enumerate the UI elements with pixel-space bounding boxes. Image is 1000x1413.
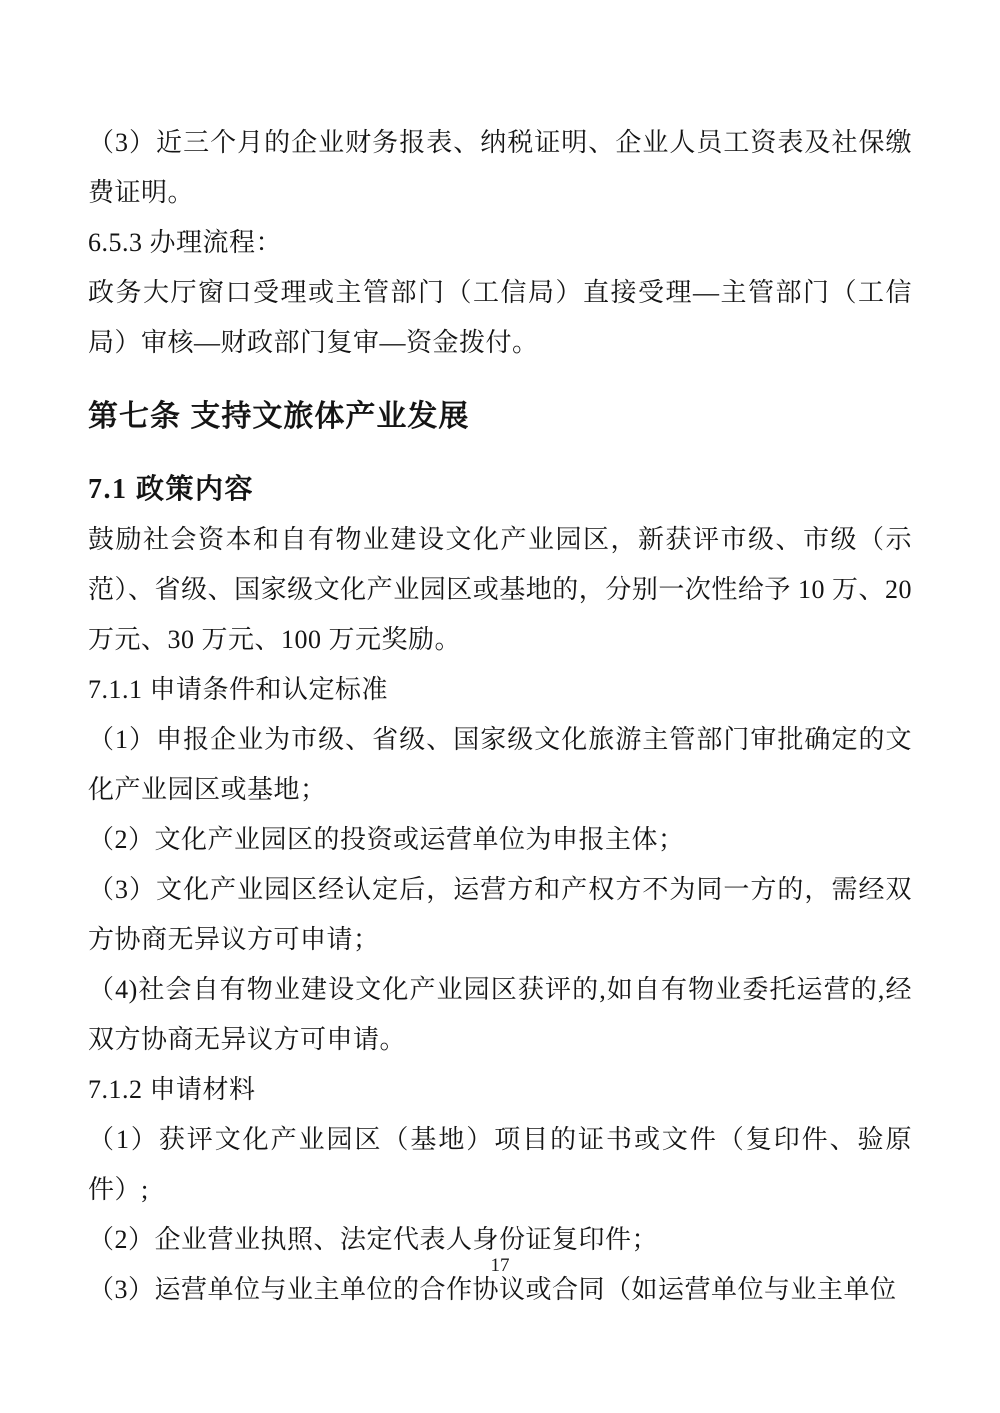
paragraph-financial-docs: （3）近三个月的企业财务报表、纳税证明、企业人员工资表及社保缴费证明。 [88,128,912,207]
paragraph-653-process-label: 6.5.3 办理流程： [88,228,283,257]
paragraph-policy-content: 鼓励社会资本和自有物业建设文化产业园区，新获评市级、市级（示范）、省级、国家级文化产业园区或基地的，分别一次性给予 10 万、20 万元、30 万元、100 万元奖励。 [88,525,912,654]
section-heading-7-1: 7.1 政策内容 [88,474,255,505]
paragraph-711-item-4: （4)社会自有物业建设文化产业园区获评的,如自有物业委托运营的,经双方协商无异议方可申请。 [88,975,912,1054]
paragraph-711-item-3: （3）文化产业园区经认定后，运营方和产权方不为同一方的，需经双方协商无异议方可申请； [88,875,912,954]
paragraph-653-process-flow: 政务大厅窗口受理或主管部门（工信局）直接受理—主管部门（工信局）审核—财政部门复审—资金拨付。 [88,278,912,357]
paragraph-712-item-2: （2）企业营业执照、法定代表人身份证复印件； [88,1225,659,1254]
paragraph-712-materials-label: 7.1.2 申请材料 [88,1075,256,1104]
page-content [88,118,912,1315]
page-number: 17 [490,1255,510,1276]
paragraph-711-item-2: （2）文化产业园区的投资或运营单位为申报主体； [88,825,685,854]
paragraph-711-item-1: （1）申报企业为市级、省级、国家级文化旅游主管部门审批确定的文化产业园区或基地； [88,725,912,804]
chapter-heading-article-7: 第七条 支持文旅体产业发展 [88,400,470,433]
paragraph-712-item-3: （3）运营单位与业主单位的合作协议或合同（如运营单位与业主单位 [88,1275,897,1304]
paragraph-711-conditions-label: 7.1.1 申请条件和认定标准 [88,675,389,704]
paragraph-712-item-1: （1）获评文化产业园区（基地）项目的证书或文件（复印件、验原件）; [88,1125,912,1204]
